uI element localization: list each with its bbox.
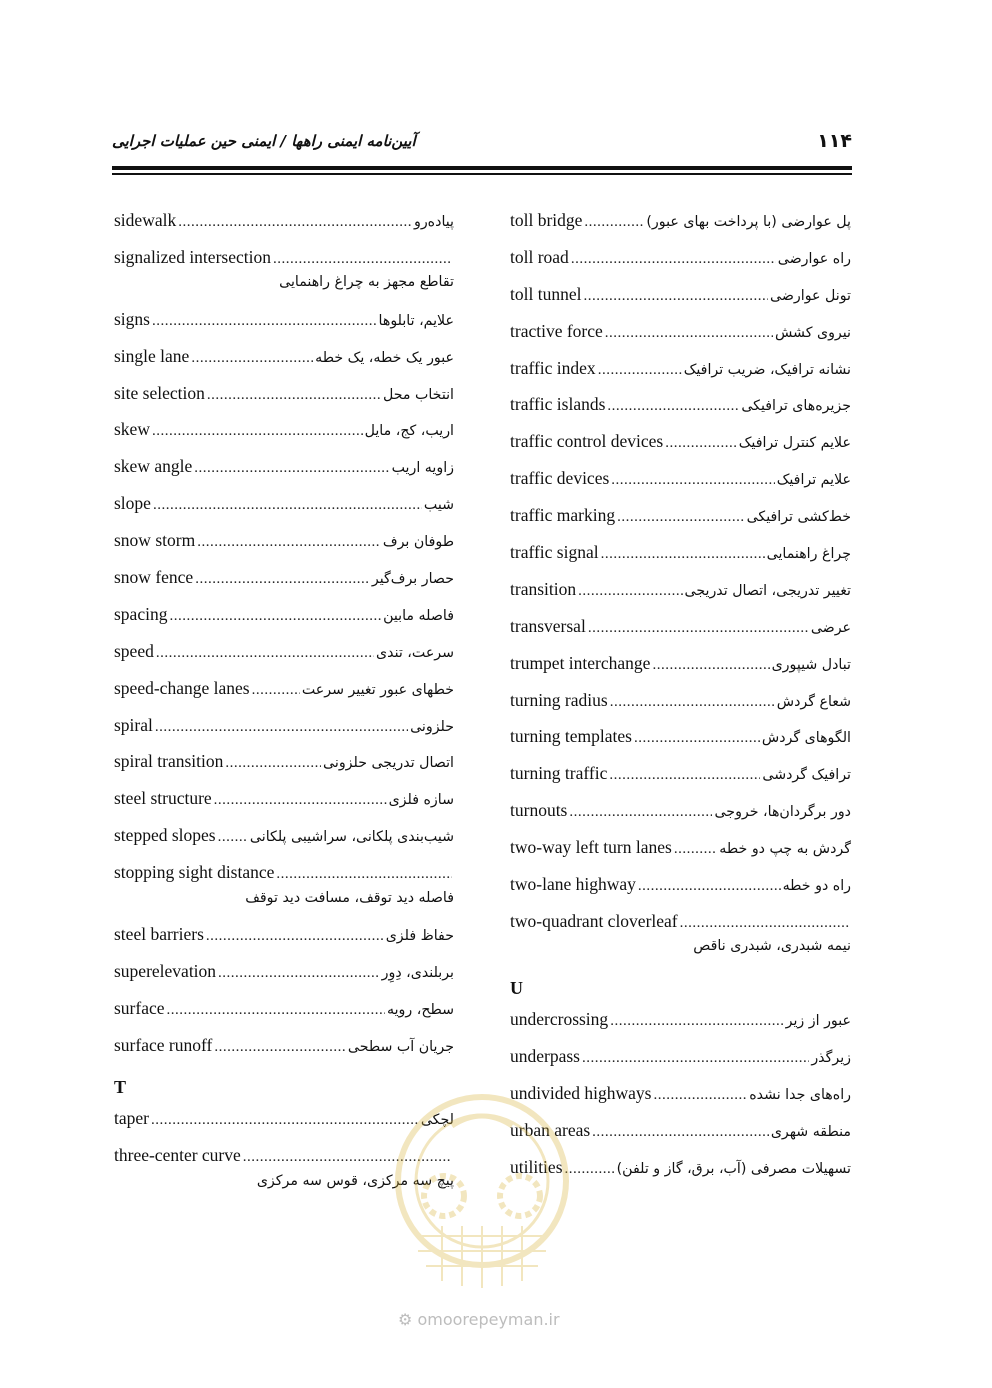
glossary-entry [114,639,454,665]
glossary-entry [510,798,851,824]
term-fa: راه‌های جدا نشده [749,1087,851,1104]
term-en: urban areas [510,1120,591,1141]
term-fa: عبور از زیر [785,1013,851,1030]
leader-dots [571,247,776,273]
leader-dots [156,641,374,667]
term-fa: شیب [423,497,454,514]
glossary-entry [510,429,851,455]
term-fa: شیب‌بندی پلکانی، سراشیبی پلکانی [249,829,454,846]
term-fa: حصار برف‌گیر [371,571,454,588]
term-fa: زاویه اریب [391,460,454,477]
term-en: three-center curve [114,1145,241,1166]
term-fa: تقاطع مجهز به چراغ راهنمایی [279,274,454,291]
glossary-entry [114,1106,454,1132]
glossary-entry [510,835,851,861]
leader-dots [674,837,717,863]
glossary-entry [510,1081,851,1107]
leader-dots [565,1157,615,1183]
term-en: snow fence [114,567,194,588]
term-fa: دور برگردان‌ها، خروجی [714,804,851,821]
term-en: steel structure [114,788,212,809]
leader-dots [218,961,380,987]
term-en: undercrossing [510,1009,609,1030]
term-en: turning templates [510,726,632,747]
glossary-entry [114,1033,454,1059]
leader-dots [598,358,682,384]
term-fa: پیاده‌رو [413,214,454,230]
leader-dots [197,530,381,556]
glossary-entry [510,1118,851,1144]
term-fa: حفاظ فلزی [385,928,454,945]
term-en: toll road [510,246,569,267]
term-fa: تبادل شیپوری [771,656,851,673]
glossary-entry [114,922,454,948]
leader-dots [273,247,452,273]
leader-dots [609,763,760,789]
leader-dots [191,346,313,372]
glossary-entry [510,245,851,271]
glossary-entry [510,319,851,345]
leader-dots [584,210,644,236]
glossary-entry [114,417,454,443]
glossary-entry [510,503,851,529]
term-fa: سرعت، تندی [376,644,454,661]
term-en: two-lane highway [510,874,636,895]
leader-dots [153,493,422,519]
glossary-entry [114,307,454,333]
term-fa: راه عوارضی [777,250,851,267]
term-en: two-way left turn lanes [510,837,672,858]
leader-dots [601,542,765,568]
term-en: undivided highways [510,1083,652,1104]
term-en: skew angle [114,456,193,477]
glossary-column-right [510,208,851,1192]
page-number: ۱۱۴ [817,130,852,152]
term-en: trumpet interchange [510,652,651,673]
term-fa: پیچ سه مرکزی، قوس سه مرکزی [256,1172,454,1189]
term-fa: جریان آب سطحی [347,1038,454,1055]
glossary-entry [114,491,454,517]
term-fa: پل عوارضی (با پرداخت بهای عبور) [646,214,851,230]
glossary-entry [510,1155,851,1181]
term-fa: سازه فلزی [388,792,454,809]
term-en: surface [114,997,165,1018]
term-en: transition [510,578,577,599]
leader-dots [605,321,773,347]
leader-dots [665,431,736,457]
term-en: traffic index [510,357,596,378]
leader-dots [582,1046,809,1072]
glossary-entry [114,713,454,739]
glossary-entry [114,786,454,812]
term-en: speed [114,640,154,661]
term-fa: فاصله دید توقف، مسافت دید توقف [245,889,454,906]
watermark-url-text: omoorepeyman.ir [417,1310,560,1329]
glossary-entry [114,381,454,407]
term-en: spiral [114,714,153,735]
term-fa: تونل عوارضی [770,287,851,304]
page-header [112,124,852,164]
term-fa: خطهای عبور تغییر سرعت [301,681,454,698]
term-fa: لچکی [420,1112,454,1129]
term-en: sidewalk [114,210,177,230]
term-fa: نیمه شبدری، شبدری ناقص [693,938,851,955]
term-fa: جزیره‌های ترافیکی [741,398,851,415]
term-fa: اریب، کج، مایل [364,423,454,440]
term-en: turning traffic [510,763,608,784]
leader-dots [680,911,849,937]
term-en: traffic signal [510,542,599,563]
leader-dots [152,309,377,335]
glossary-entry [510,724,851,750]
leader-dots [653,1083,747,1109]
leader-dots [276,862,452,888]
glossary-entry [114,454,454,480]
glossary-entry [114,959,454,985]
term-en: traffic control devices [510,431,664,452]
term-fa: الگوهای گردش [761,730,851,747]
term-fa: زیرگذر [811,1050,851,1067]
glossary-entry [114,602,454,628]
glossary-entry [114,860,454,911]
term-fa: سطح، رویه [386,1001,454,1018]
leader-dots [617,505,744,531]
term-fa: فاصله مابین [383,607,454,624]
term-fa: بربلندی، دِوِر [381,964,454,981]
leader-dots [583,284,768,310]
term-fa: طوفان برف [382,534,454,551]
glossary-column-left [114,208,454,1205]
glossary-entry [510,466,851,492]
section-letter-t: T [114,1077,127,1098]
term-en: signs [114,308,150,329]
glossary-entry [510,392,851,418]
leader-dots [169,604,381,630]
glossary-entry [114,1143,454,1194]
leader-dots [588,616,809,642]
glossary-entry [510,688,851,714]
glossary-entry [114,245,454,296]
term-en: speed-change lanes [114,677,250,698]
leader-dots [195,567,370,593]
term-fa: علایم، تابلوها [378,312,454,329]
glossary-entry [114,528,454,554]
glossary-entry [510,540,851,566]
term-en: taper [114,1108,149,1129]
term-en: tractive force [510,320,603,341]
leader-dots [578,579,682,605]
leader-dots [252,678,300,704]
glossary-entry [114,749,454,775]
term-fa: منطقه شهری [770,1124,851,1141]
term-en: slope [114,493,151,514]
term-en: toll bridge [510,210,583,230]
term-fa: تغییر تدریجی، اتصال تدریجی [684,582,851,599]
leader-dots [194,456,389,482]
glossary-entry [510,282,851,308]
glossary-entry [114,823,454,849]
leader-dots [592,1120,769,1146]
term-en: transversal [510,615,586,636]
glossary-entry [114,344,454,370]
leader-dots [638,874,781,900]
term-en: underpass [510,1046,580,1067]
term-en: two-quadrant cloverleaf [510,910,678,931]
term-en: superelevation [114,960,217,981]
term-fa: عرضی [810,619,851,636]
header-rule-thick [112,166,852,170]
glossary-entry [510,761,851,787]
leader-dots [243,1145,452,1171]
term-fa: راه دو خطه [782,878,851,895]
section-letter-u: U [510,978,523,999]
term-en: stepped slopes [114,825,216,846]
term-en: stopping sight distance [114,862,275,883]
term-fa: اتصال تدریجی حلزونی [323,755,454,772]
term-fa: نیروی کشش [774,324,851,341]
term-en: signalized intersection [114,246,271,267]
term-fa: شعاع گردش [776,693,851,710]
term-fa: عبور یک خطه، یک خطه [315,349,454,366]
term-en: single lane [114,345,190,366]
leader-dots [155,715,408,741]
term-en: skew [114,419,150,440]
term-fa: حلزونی [410,718,454,735]
term-fa: علایم کنترل ترافیک [738,435,851,452]
leader-dots [225,751,321,777]
term-en: traffic islands [510,394,606,415]
term-fa: نشانه ترافیک، ضریب ترافیک [683,361,851,378]
leader-dots [611,468,774,494]
glossary-entry [114,996,454,1022]
term-fa: ترافیک گردشی [762,767,851,784]
term-en: turnouts [510,800,568,821]
leader-dots [178,210,412,236]
term-fa: علایم ترافیک [776,472,851,489]
running-title: آیین‌نامه ایمنی راهها / ایمنی حین عملیات اجرایی [112,132,416,150]
leader-dots [167,998,385,1024]
term-fa: خط‌کشی ترافیکی [746,509,851,526]
leader-dots [207,383,381,409]
glossary-entry [510,356,851,382]
leader-dots [610,1009,783,1035]
term-fa: گردش به چپ دو خطه [719,841,851,858]
term-fa: تسهیلات مصرفی (آب، برق، گاز و تلفن) [616,1160,851,1177]
leader-dots [634,726,760,752]
term-en: toll tunnel [510,283,582,304]
leader-dots [214,1035,346,1061]
term-fa: چراغ راهنمایی [766,546,851,563]
glossary-entry [114,676,454,702]
glossary-entry [114,208,454,234]
leader-dots [151,1108,419,1134]
term-fa: انتخاب محل [382,386,454,403]
term-en: steel barriers [114,924,204,945]
leader-dots [152,419,363,445]
header-rule-thin [112,173,852,175]
leader-dots [569,800,712,826]
term-en: utilities [510,1156,563,1177]
leader-dots [610,690,775,716]
term-en: spacing [114,603,168,624]
glossary-entry [510,614,851,640]
glossary-entry [510,651,851,677]
leader-dots [206,924,384,950]
term-en: traffic marking [510,505,616,526]
leader-dots [652,653,769,679]
term-en: traffic devices [510,468,610,489]
term-en: turning radius [510,689,608,710]
term-en: surface runoff [114,1034,213,1055]
watermark-url: ⚙ omoorepeyman.ir [398,1310,560,1329]
term-en: site selection [114,382,205,403]
glossary-entry [510,577,851,603]
leader-dots [214,788,387,814]
term-en: snow storm [114,530,196,551]
glossary-entry [510,909,851,960]
glossary-entry [510,208,851,234]
glossary-entry [510,1044,851,1070]
leader-dots [218,825,248,851]
glossary-entry [510,1007,851,1033]
leader-dots [607,394,739,420]
glossary-entry [510,872,851,898]
term-en: spiral transition [114,751,224,772]
glossary-entry [114,565,454,591]
